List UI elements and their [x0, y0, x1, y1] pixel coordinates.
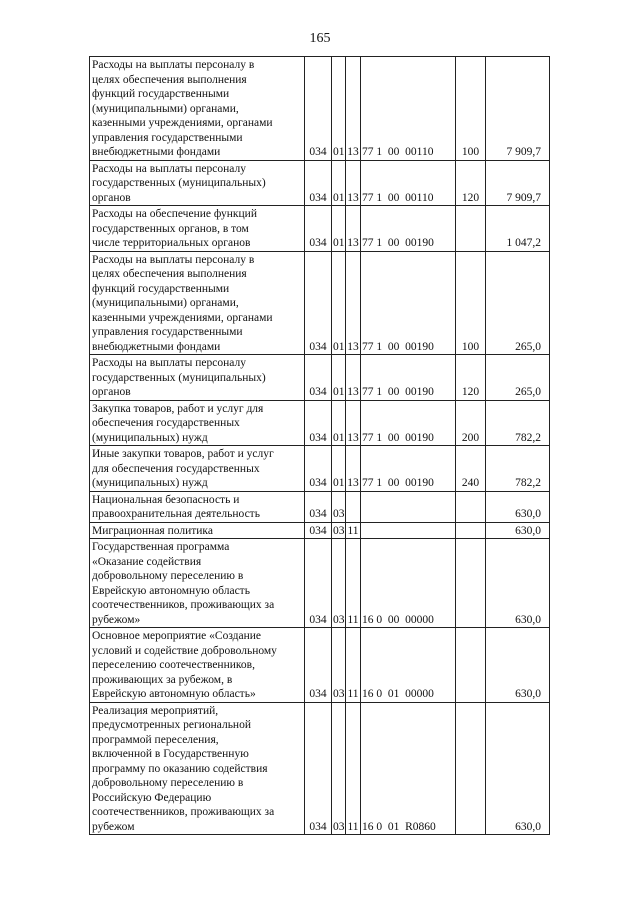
ved-code-cell: 034: [305, 491, 332, 522]
amount-cell: 7 909,7: [486, 57, 550, 161]
table-row: [90, 446, 550, 492]
target-article-cell: 16 0 01 00000: [361, 628, 456, 703]
amount-cell: 630,0: [486, 539, 550, 628]
target-article-cell: 77 1 00 00190: [361, 446, 456, 492]
table-row: [90, 539, 550, 628]
section-code-cell: 03: [332, 628, 346, 703]
amount-cell: 265,0: [486, 355, 550, 401]
subsection-code-cell: 11: [346, 702, 361, 835]
amount-cell: 630,0: [486, 628, 550, 703]
expense-type-cell: 120: [456, 355, 486, 401]
expense-type-cell: [456, 206, 486, 252]
table-row: [90, 160, 550, 206]
amount-cell: 630,0: [486, 522, 550, 539]
ved-code-cell: 034: [305, 355, 332, 401]
ved-code-cell: 034: [305, 160, 332, 206]
section-code-cell: 01: [332, 446, 346, 492]
table-row: [90, 57, 550, 161]
section-code-cell: 01: [332, 160, 346, 206]
table-body: [90, 57, 550, 835]
subsection-code-cell: 13: [346, 57, 361, 161]
expense-name-cell: Миграционная политика: [90, 522, 305, 539]
expense-type-cell: 100: [456, 251, 486, 355]
target-article-cell: 77 1 00 00190: [361, 251, 456, 355]
target-article-cell: 77 1 00 00190: [361, 206, 456, 252]
section-code-cell: 01: [332, 57, 346, 161]
target-article-cell: [361, 491, 456, 522]
expense-type-cell: [456, 522, 486, 539]
expense-name-cell: Расходы на выплаты персоналу в целях обеспечения выполнения функций государственными (муниципальными) органами, казенными учреждениями, органами управления государственными внебюджетными фондами: [90, 251, 305, 355]
table-row: [90, 251, 550, 355]
section-code-cell: 01: [332, 355, 346, 401]
ved-code-cell: 034: [305, 206, 332, 252]
expense-type-cell: 240: [456, 446, 486, 492]
expense-type-cell: 200: [456, 400, 486, 446]
page-number: 165: [309, 31, 331, 46]
expense-type-cell: [456, 628, 486, 703]
amount-cell: 265,0: [486, 251, 550, 355]
section-code-cell: 01: [332, 400, 346, 446]
ved-code-cell: 034: [305, 539, 332, 628]
subsection-code-cell: 13: [346, 160, 361, 206]
table-row: [90, 400, 550, 446]
amount-cell: 630,0: [486, 702, 550, 835]
expense-type-cell: [456, 491, 486, 522]
expense-type-cell: 100: [456, 57, 486, 161]
amount-cell: 782,2: [486, 446, 550, 492]
subsection-code-cell: 13: [346, 355, 361, 401]
subsection-code-cell: 13: [346, 446, 361, 492]
subsection-code-cell: [346, 491, 361, 522]
target-article-cell: 16 0 01 R0860: [361, 702, 456, 835]
section-code-cell: 01: [332, 251, 346, 355]
expense-name-cell: Закупка товаров, работ и услуг для обеспечения государственных (муниципальных) нужд: [90, 400, 305, 446]
expense-type-cell: [456, 539, 486, 628]
subsection-code-cell: 13: [346, 251, 361, 355]
expense-name-cell: Расходы на выплаты персоналу в целях обеспечения выполнения функций государственными (муниципальными) органами, казенными учреждениями, органами управления государственными внебюджетными фондами: [90, 57, 305, 161]
ved-code-cell: 034: [305, 628, 332, 703]
amount-cell: 1 047,2: [486, 206, 550, 252]
section-code-cell: 03: [332, 491, 346, 522]
target-article-cell: 16 0 00 00000: [361, 539, 456, 628]
expense-name-cell: Реализация мероприятий, предусмотренных региональной программой переселения, включенной в Государственную программу по оказанию содействия добровольному переселению в Российскую Федерацию соотечественников, проживающих за рубежом: [90, 702, 305, 835]
table-row: [90, 522, 550, 539]
table-row: [90, 355, 550, 401]
expense-name-cell: Расходы на выплаты персоналу государственных (муниципальных) органов: [90, 160, 305, 206]
expense-name-cell: Государственная программа «Оказание содействия добровольному переселению в Еврейскую автономную область соотечественников, проживающих за рубежом»: [90, 539, 305, 628]
target-article-cell: 77 1 00 00190: [361, 355, 456, 401]
section-code-cell: 03: [332, 702, 346, 835]
table-row: [90, 702, 550, 835]
subsection-code-cell: 13: [346, 400, 361, 446]
section-code-cell: 03: [332, 539, 346, 628]
expense-name-cell: Иные закупки товаров, работ и услуг для обеспечения государственных (муниципальных) нужд: [90, 446, 305, 492]
section-code-cell: 01: [332, 206, 346, 252]
table-row: [90, 491, 550, 522]
target-article-cell: 77 1 00 00110: [361, 160, 456, 206]
expense-name-cell: Основное мероприятие «Создание условий и содействие добровольному переселению соотечественников, проживающих за рубежом, в Еврейскую автономную область»: [90, 628, 305, 703]
ved-code-cell: 034: [305, 400, 332, 446]
subsection-code-cell: 11: [346, 628, 361, 703]
expense-name-cell: Расходы на обеспечение функций государственных органов, в том числе территориальных органов: [90, 206, 305, 252]
target-article-cell: [361, 522, 456, 539]
section-code-cell: 03: [332, 522, 346, 539]
subsection-code-cell: 11: [346, 522, 361, 539]
expense-type-cell: [456, 702, 486, 835]
ved-code-cell: 034: [305, 522, 332, 539]
expense-name-cell: Национальная безопасность и правоохранительная деятельность: [90, 491, 305, 522]
target-article-cell: 77 1 00 00190: [361, 400, 456, 446]
amount-cell: 782,2: [486, 400, 550, 446]
ved-code-cell: 034: [305, 446, 332, 492]
budget-table: [89, 56, 550, 835]
amount-cell: 7 909,7: [486, 160, 550, 206]
expense-type-cell: 120: [456, 160, 486, 206]
subsection-code-cell: 13: [346, 206, 361, 252]
expense-name-cell: Расходы на выплаты персоналу государственных (муниципальных) органов: [90, 355, 305, 401]
target-article-cell: 77 1 00 00110: [361, 57, 456, 161]
ved-code-cell: 034: [305, 251, 332, 355]
subsection-code-cell: 11: [346, 539, 361, 628]
table-row: [90, 206, 550, 252]
ved-code-cell: 034: [305, 702, 332, 835]
ved-code-cell: 034: [305, 57, 332, 161]
table-row: [90, 628, 550, 703]
amount-cell: 630,0: [486, 491, 550, 522]
